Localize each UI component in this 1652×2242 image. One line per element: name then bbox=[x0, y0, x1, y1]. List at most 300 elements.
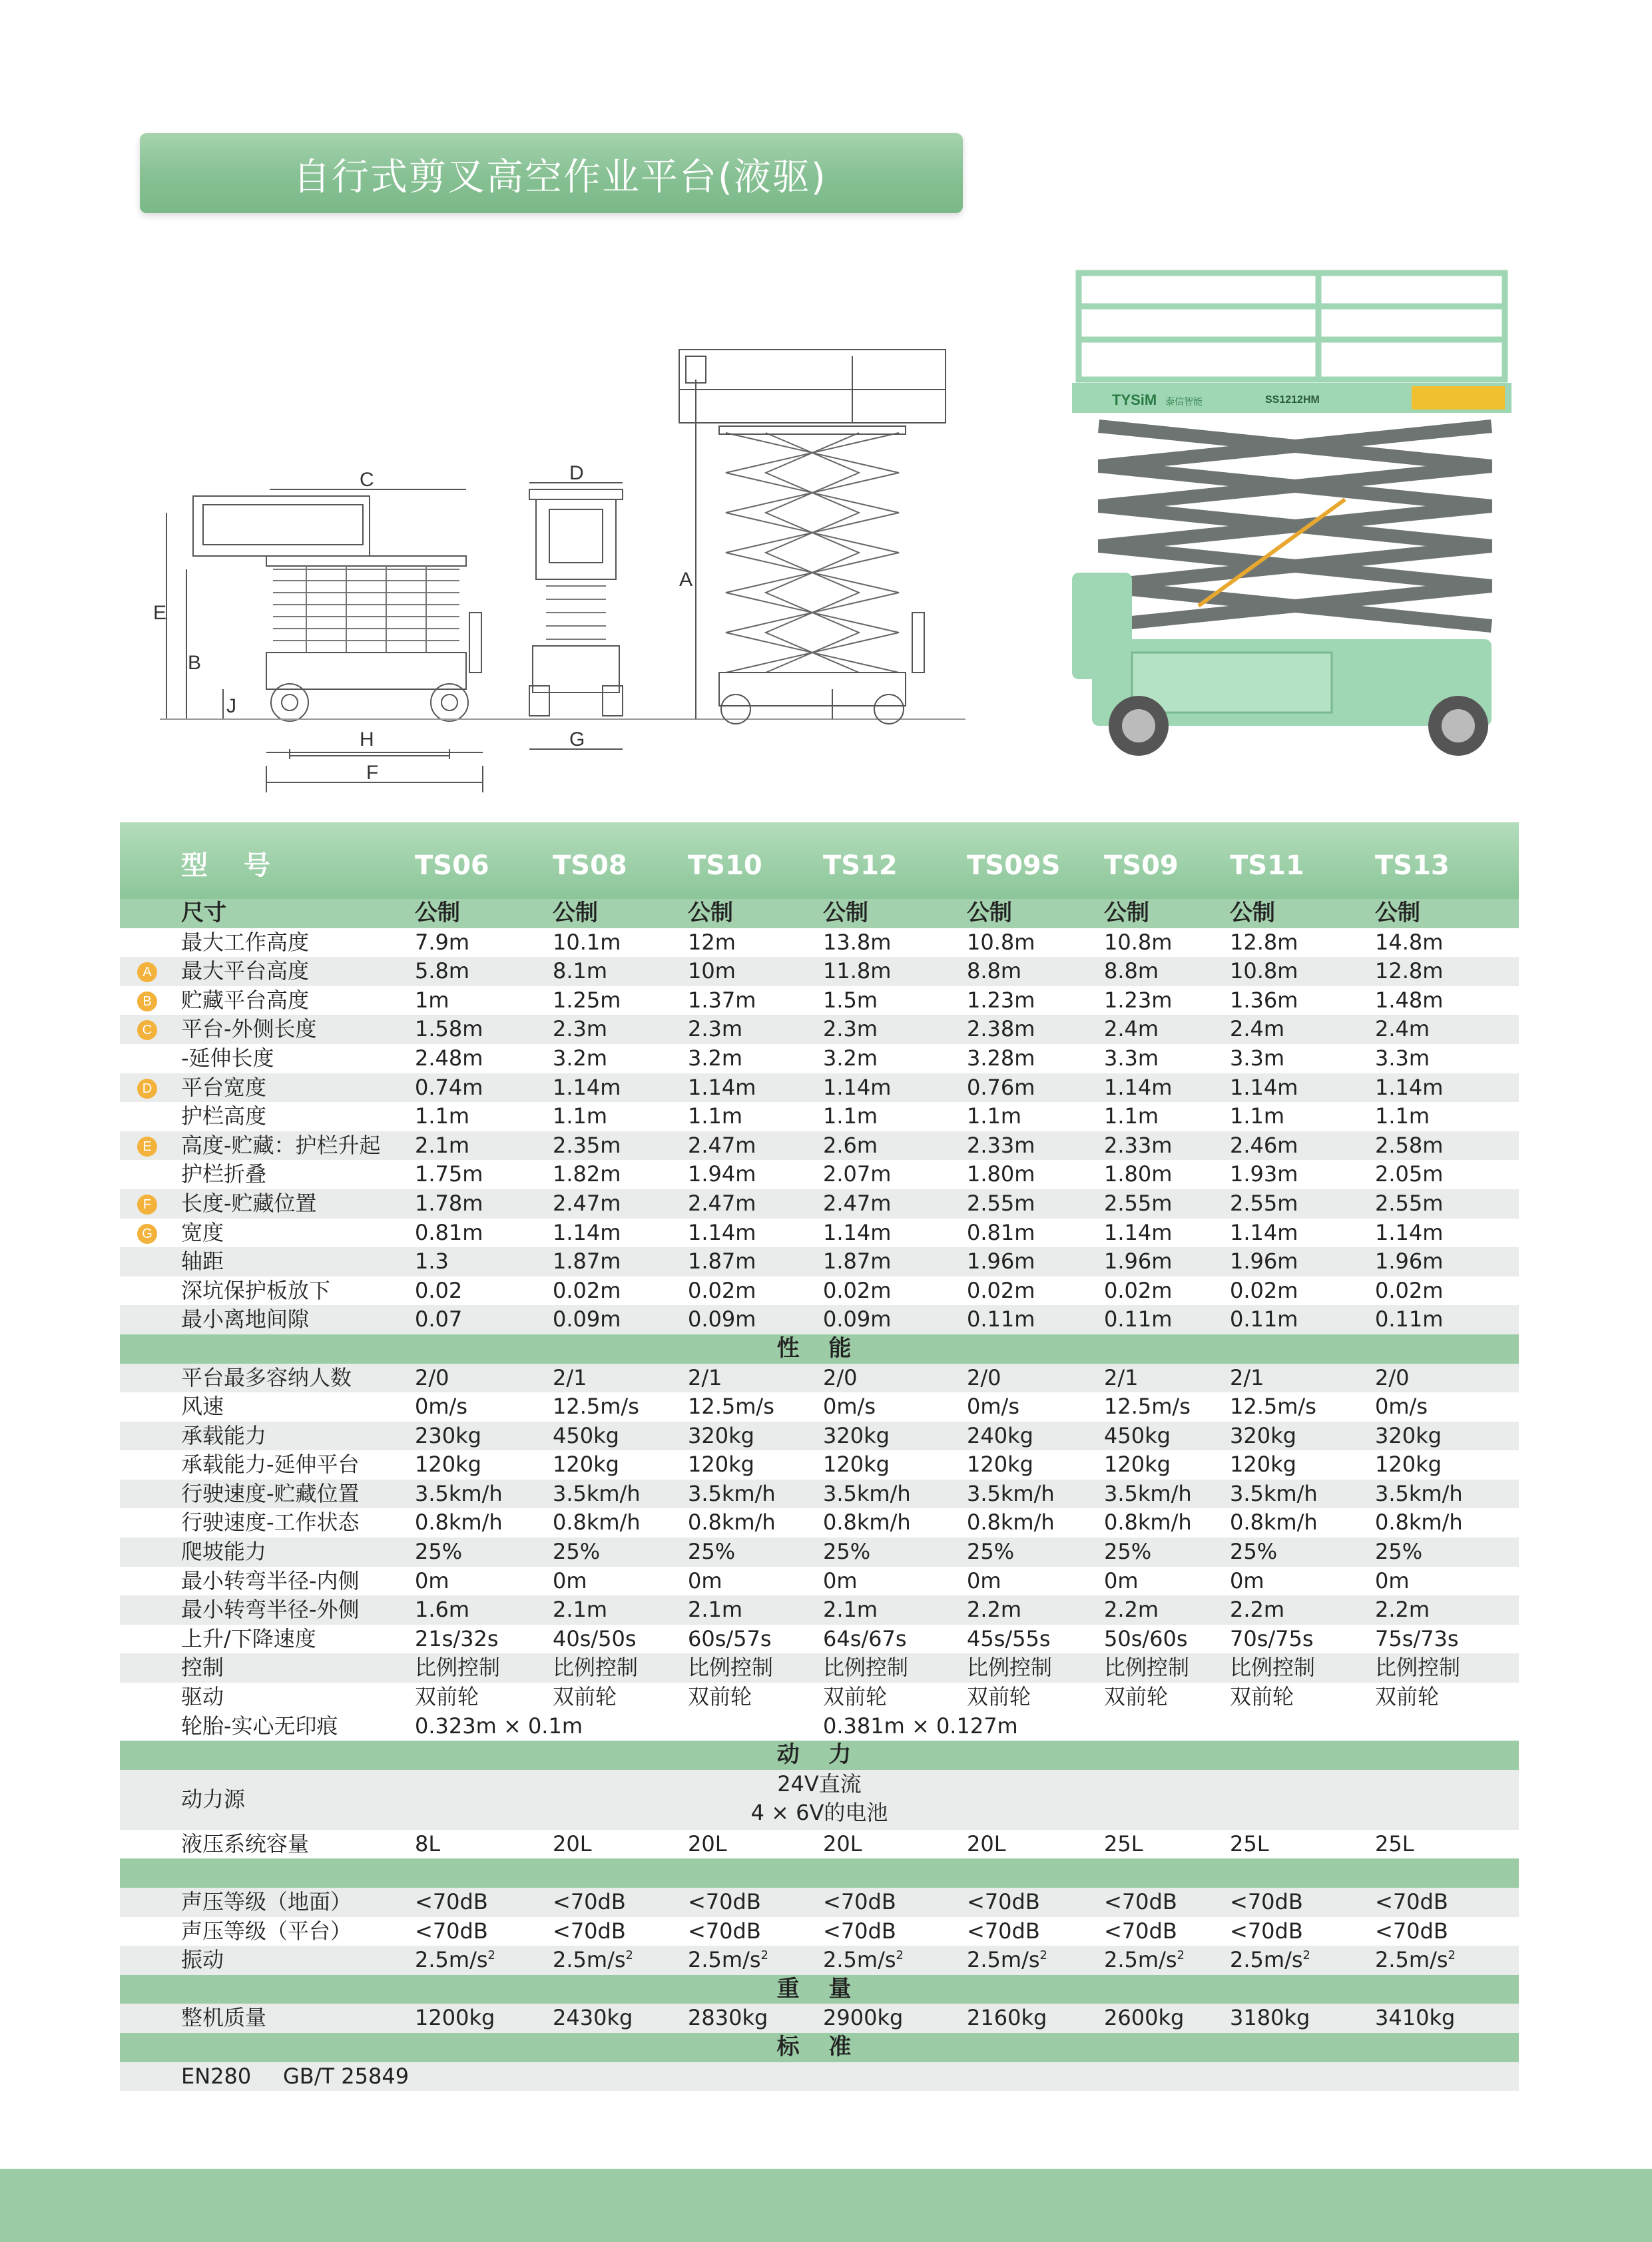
table-header-row bbox=[120, 822, 1519, 899]
table-cell: <70dB bbox=[415, 1918, 488, 1944]
table-cell: 3.5km/h bbox=[1230, 1480, 1318, 1506]
table-cell: 2.1m bbox=[688, 1597, 743, 1623]
table-cell: 1.87m bbox=[823, 1249, 892, 1274]
table-cell: 25% bbox=[415, 1539, 463, 1565]
table-cell: 20L bbox=[823, 1830, 862, 1856]
table-cell: 1.58m bbox=[415, 1016, 483, 1042]
table-row bbox=[120, 1450, 1519, 1480]
row-label: 振动 bbox=[181, 1947, 224, 1973]
table-cell: 1200kg bbox=[415, 2005, 495, 2031]
table-row bbox=[120, 1247, 1519, 1276]
table-cell: 1.25m bbox=[553, 987, 621, 1013]
table-row-power-source bbox=[120, 1770, 1519, 1830]
vibration-exponent: 2 bbox=[760, 1948, 768, 1963]
table-cell: 12.8m bbox=[1230, 929, 1298, 955]
table-cell: 2.47m bbox=[823, 1190, 892, 1216]
vibration-cell bbox=[553, 1946, 633, 1975]
table-cell: 7.9m bbox=[415, 929, 470, 955]
table-cell: 1.1m bbox=[1375, 1103, 1430, 1129]
row-label: 轴距 bbox=[181, 1249, 224, 1274]
vibration-exponent: 2 bbox=[1448, 1948, 1456, 1963]
table-cell: 25L bbox=[1104, 1830, 1143, 1856]
table-cell: 0m bbox=[415, 1567, 449, 1593]
unit-row bbox=[120, 899, 1519, 928]
table-cell: 比例控制 bbox=[967, 1655, 1053, 1681]
table-cell: 20L bbox=[688, 1830, 727, 1856]
table-cell: 1.14m bbox=[1375, 1219, 1444, 1245]
table-cell: 1.1m bbox=[823, 1103, 878, 1129]
table-row-tire bbox=[120, 1712, 1519, 1741]
table-row-vibration bbox=[120, 1946, 1519, 1975]
table-cell: 3.5km/h bbox=[823, 1480, 911, 1506]
vibration-value: 2.5m/s bbox=[415, 1947, 488, 1973]
table-cell: <70dB bbox=[1104, 1889, 1177, 1914]
table-cell: <70dB bbox=[688, 1918, 761, 1944]
table-cell: 2/0 bbox=[1375, 1364, 1410, 1390]
table-row-hydraulic bbox=[120, 1830, 1519, 1859]
table-cell: 0.8km/h bbox=[553, 1510, 641, 1536]
table-cell: 1.94m bbox=[688, 1161, 756, 1187]
vibration-value: 2.5m/s bbox=[1375, 1947, 1448, 1973]
table-cell: 1.14m bbox=[1104, 1074, 1173, 1100]
table-cell: 比例控制 bbox=[688, 1655, 774, 1681]
table-cell: 3.3m bbox=[1104, 1045, 1159, 1071]
table-cell: 20L bbox=[553, 1830, 592, 1856]
tire-value-b: 0.381m × 0.127m bbox=[823, 1713, 1018, 1739]
unit-cell: 公制 bbox=[1104, 900, 1149, 926]
table-cell: 1.80m bbox=[967, 1161, 1035, 1187]
dimension-badge: G bbox=[137, 1224, 157, 1244]
table-cell: 双前轮 bbox=[967, 1684, 1031, 1710]
table-cell: 120kg bbox=[1230, 1452, 1296, 1478]
table-cell: 比例控制 bbox=[1230, 1655, 1316, 1681]
table-cell: 1.1m bbox=[967, 1103, 1022, 1129]
table-cell: 0.02m bbox=[688, 1277, 756, 1303]
table-cell: 2/0 bbox=[967, 1364, 1001, 1390]
unit-cell: 公制 bbox=[1375, 900, 1420, 926]
table-cell: 2600kg bbox=[1104, 2005, 1185, 2031]
table-cell: 3.3m bbox=[1375, 1045, 1430, 1071]
table-cell: 11.8m bbox=[823, 958, 892, 984]
table-cell: 75s/73s bbox=[1375, 1625, 1459, 1651]
table-row bbox=[120, 957, 1519, 986]
table-cell: 2.47m bbox=[688, 1132, 756, 1158]
table-cell: <70dB bbox=[1230, 1918, 1303, 1944]
row-label: 最大平台高度 bbox=[181, 958, 310, 984]
table-cell: <70dB bbox=[967, 1889, 1040, 1914]
table-cell: 2.58m bbox=[1375, 1132, 1444, 1158]
vibration-cell bbox=[1104, 1946, 1185, 1975]
table-cell: 13.8m bbox=[823, 929, 892, 955]
table-cell: 320kg bbox=[688, 1422, 754, 1448]
table-row bbox=[120, 1683, 1519, 1712]
table-cell: 2.33m bbox=[1104, 1132, 1173, 1158]
table-row bbox=[120, 1392, 1519, 1422]
table-cell: 1.75m bbox=[415, 1161, 483, 1187]
table-cell: 0m bbox=[823, 1567, 858, 1593]
table-cell: 3180kg bbox=[1230, 2005, 1310, 2031]
table-cell: 120kg bbox=[415, 1452, 481, 1478]
table-cell: 0.8km/h bbox=[1230, 1510, 1318, 1536]
table-cell: 3.2m bbox=[823, 1045, 878, 1071]
dim-label-c: C bbox=[360, 469, 374, 491]
table-cell: 双前轮 bbox=[688, 1684, 752, 1710]
dim-label-a: A bbox=[679, 569, 693, 591]
dimension-badge: F bbox=[137, 1195, 157, 1215]
dimension-badge: C bbox=[137, 1020, 157, 1040]
section-header-performance: 性 能 bbox=[120, 1334, 1519, 1364]
row-label: 承载能力-延伸平台 bbox=[181, 1452, 360, 1478]
standard-gb: GB/T 25849 bbox=[283, 2063, 410, 2089]
row-label: 平台最多容纳人数 bbox=[181, 1364, 352, 1390]
table-cell: 3.3m bbox=[1230, 1045, 1285, 1071]
table-cell: 1.23m bbox=[1104, 987, 1173, 1013]
row-label: 风速 bbox=[181, 1394, 224, 1420]
vibration-exponent: 2 bbox=[625, 1948, 633, 1963]
table-row-weight bbox=[120, 2004, 1519, 2033]
table-cell: 0.76m bbox=[967, 1074, 1035, 1100]
dimension-diagram bbox=[146, 340, 1012, 806]
table-cell: 230kg bbox=[415, 1422, 481, 1448]
table-cell: 120kg bbox=[823, 1452, 890, 1478]
table-row bbox=[120, 1305, 1519, 1334]
table-cell: 0.81m bbox=[415, 1219, 483, 1245]
table-cell: 1.1m bbox=[1230, 1103, 1285, 1129]
table-cell: 8.1m bbox=[553, 958, 608, 984]
table-cell: 1.1m bbox=[688, 1103, 743, 1129]
table-cell: 2.2m bbox=[1230, 1597, 1285, 1623]
table-cell: 21s/32s bbox=[415, 1625, 499, 1651]
table-row bbox=[120, 1480, 1519, 1509]
table-cell: 0.02m bbox=[823, 1277, 892, 1303]
row-label: 动力源 bbox=[181, 1786, 246, 1812]
table-cell: 8.8m bbox=[967, 958, 1022, 984]
table-cell: 2.1m bbox=[823, 1597, 878, 1623]
vibration-exponent: 2 bbox=[1177, 1948, 1185, 1963]
table-cell: 0m bbox=[1104, 1567, 1139, 1593]
table-cell: 0.02m bbox=[553, 1277, 621, 1303]
table-cell: 0m bbox=[688, 1567, 722, 1593]
model-col-header: TS11 bbox=[1230, 850, 1304, 881]
table-cell: 3.5km/h bbox=[1104, 1480, 1192, 1506]
table-cell: 0.81m bbox=[967, 1219, 1035, 1245]
table-cell: 12.5m/s bbox=[1104, 1394, 1191, 1420]
table-cell: 12.8m bbox=[1375, 958, 1444, 984]
table-cell: 双前轮 bbox=[553, 1684, 617, 1710]
table-cell: 2.4m bbox=[1230, 1016, 1285, 1042]
table-cell: 120kg bbox=[553, 1452, 619, 1478]
table-cell: 1.14m bbox=[1104, 1219, 1173, 1245]
table-row bbox=[120, 1508, 1519, 1538]
table-row bbox=[120, 1888, 1519, 1917]
table-cell: 双前轮 bbox=[415, 1684, 479, 1710]
table-cell: 比例控制 bbox=[1104, 1655, 1190, 1681]
row-label: 宽度 bbox=[181, 1219, 224, 1245]
table-cell: 1.14m bbox=[1230, 1074, 1298, 1100]
row-label: 整机质量 bbox=[181, 2005, 267, 2031]
table-cell: 20L bbox=[967, 1830, 1006, 1856]
model-col-header: TS09 bbox=[1104, 850, 1179, 881]
table-cell: 2.46m bbox=[1230, 1132, 1298, 1158]
table-row bbox=[120, 1567, 1519, 1596]
table-cell: 0.11m bbox=[967, 1306, 1035, 1332]
table-cell: 0.02 bbox=[415, 1277, 463, 1303]
table-cell: 14.8m bbox=[1375, 929, 1444, 955]
table-cell: 2.3m bbox=[823, 1016, 878, 1042]
table-row bbox=[120, 986, 1519, 1015]
table-cell: 2.33m bbox=[967, 1132, 1035, 1158]
table-cell: <70dB bbox=[415, 1889, 488, 1914]
table-cell: <70dB bbox=[1104, 1918, 1177, 1944]
dimension-badge: D bbox=[137, 1079, 157, 1099]
row-label: 液压系统容量 bbox=[181, 1830, 310, 1856]
table-cell: 120kg bbox=[967, 1452, 1033, 1478]
table-cell: 8L bbox=[415, 1830, 441, 1856]
table-cell: 2.55m bbox=[1104, 1190, 1173, 1216]
table-cell: 0.8km/h bbox=[823, 1510, 911, 1536]
table-cell: 1.14m bbox=[553, 1219, 621, 1245]
table-row bbox=[120, 1422, 1519, 1451]
table-row bbox=[120, 1073, 1519, 1103]
dim-label-j: J bbox=[226, 695, 236, 717]
table-cell: 1.14m bbox=[553, 1074, 621, 1100]
row-label: 平台-外侧长度 bbox=[181, 1016, 317, 1042]
vibration-value: 2.5m/s bbox=[1230, 1947, 1303, 1973]
table-cell: 1.87m bbox=[553, 1249, 621, 1274]
vibration-cell bbox=[1375, 1946, 1456, 1975]
table-cell: 3410kg bbox=[1375, 2005, 1456, 2031]
table-cell: 0m bbox=[967, 1567, 1001, 1593]
table-cell: 25% bbox=[823, 1539, 871, 1565]
unit-cell: 公制 bbox=[967, 900, 1012, 926]
row-label: 声压等级（平台） bbox=[181, 1918, 352, 1944]
table-cell: <70dB bbox=[1230, 1889, 1303, 1914]
vibration-value: 2.5m/s bbox=[1104, 1947, 1177, 1973]
table-cell: 3.5km/h bbox=[967, 1480, 1055, 1506]
table-cell: 1.36m bbox=[1230, 987, 1298, 1013]
table-cell: 1m bbox=[415, 987, 449, 1013]
table-cell: <70dB bbox=[1375, 1889, 1448, 1914]
table-cell: 2.1m bbox=[415, 1132, 470, 1158]
tire-value-a: 0.323m × 0.1m bbox=[415, 1713, 583, 1739]
table-cell: <70dB bbox=[553, 1889, 626, 1914]
unit-cell: 公制 bbox=[823, 900, 868, 926]
table-cell: 双前轮 bbox=[1375, 1684, 1440, 1710]
table-cell: 1.5m bbox=[823, 987, 878, 1013]
model-col-header: TS09S bbox=[967, 850, 1061, 881]
table-cell: 2/1 bbox=[1230, 1364, 1264, 1390]
table-cell: <70dB bbox=[967, 1918, 1040, 1944]
table-cell: 1.37m bbox=[688, 987, 756, 1013]
model-col-header: TS08 bbox=[553, 850, 627, 881]
table-cell: <70dB bbox=[553, 1918, 626, 1944]
model-col-header: TS06 bbox=[415, 850, 489, 881]
table-cell: 25L bbox=[1375, 1830, 1414, 1856]
table-cell: 0.74m bbox=[415, 1074, 483, 1100]
table-cell: 2.1m bbox=[553, 1597, 608, 1623]
table-cell: 450kg bbox=[1104, 1422, 1171, 1448]
table-cell: 120kg bbox=[1375, 1452, 1442, 1478]
row-label: 承载能力 bbox=[181, 1422, 267, 1448]
table-cell: 3.28m bbox=[967, 1045, 1035, 1071]
table-cell: 0.09m bbox=[823, 1306, 892, 1332]
section-header-standard: 标 准 bbox=[120, 2033, 1519, 2062]
table-cell: 1.14m bbox=[823, 1219, 892, 1245]
table-cell: 0.11m bbox=[1230, 1306, 1298, 1332]
table-cell: 比例控制 bbox=[553, 1655, 639, 1681]
table-cell: 1.96m bbox=[1230, 1249, 1298, 1274]
table-cell: 1.96m bbox=[1104, 1249, 1173, 1274]
table-cell: 2.38m bbox=[967, 1016, 1035, 1042]
power-source-line1: 24V直流 bbox=[777, 1771, 862, 1797]
table-cell: 比例控制 bbox=[415, 1655, 501, 1681]
unit-cell: 公制 bbox=[1230, 900, 1275, 926]
table-row bbox=[120, 928, 1519, 958]
table-cell: 0m/s bbox=[967, 1394, 1019, 1420]
section-header-noise bbox=[120, 1858, 1519, 1888]
row-label: 轮胎-实心无印痕 bbox=[181, 1713, 338, 1739]
table-cell: 1.82m bbox=[553, 1161, 621, 1187]
table-row-standards bbox=[120, 2062, 1519, 2092]
table-cell: 120kg bbox=[1104, 1452, 1171, 1478]
vibration-exponent: 2 bbox=[487, 1948, 495, 1963]
vibration-cell bbox=[415, 1946, 495, 1975]
table-cell: 0.02m bbox=[1375, 1277, 1444, 1303]
table-cell: 2.47m bbox=[553, 1190, 621, 1216]
table-cell: 2.4m bbox=[1375, 1016, 1430, 1042]
table-cell: 0.02m bbox=[1104, 1277, 1173, 1303]
table-cell: 0m/s bbox=[823, 1394, 876, 1420]
table-cell: 1.14m bbox=[1230, 1219, 1298, 1245]
table-cell: 1.3 bbox=[415, 1249, 449, 1274]
table-cell: 2.2m bbox=[967, 1597, 1022, 1623]
table-cell: 60s/57s bbox=[688, 1625, 772, 1651]
dim-label-g: G bbox=[569, 728, 585, 750]
table-cell: 2.47m bbox=[688, 1190, 756, 1216]
table-cell: 2.55m bbox=[1230, 1190, 1298, 1216]
row-label: 控制 bbox=[181, 1655, 224, 1681]
row-label: 最小转弯半径-外侧 bbox=[181, 1597, 360, 1623]
dim-label-b: B bbox=[188, 652, 202, 674]
table-cell: 5.8m bbox=[415, 958, 470, 984]
table-cell: 0m/s bbox=[1375, 1394, 1428, 1420]
table-cell: 1.14m bbox=[823, 1074, 892, 1100]
table-cell: <70dB bbox=[823, 1918, 896, 1944]
table-cell: 2160kg bbox=[967, 2005, 1047, 2031]
row-label: 最小离地间隙 bbox=[181, 1306, 310, 1332]
table-cell: 320kg bbox=[1230, 1422, 1296, 1448]
vibration-exponent: 2 bbox=[1302, 1948, 1310, 1963]
footer-band bbox=[0, 2169, 1652, 2242]
row-label: 上升/下降速度 bbox=[181, 1625, 316, 1651]
table-row bbox=[120, 1653, 1519, 1683]
table-cell: 0.8km/h bbox=[1104, 1510, 1192, 1536]
spec-table bbox=[120, 822, 1519, 2091]
table-cell: 2.55m bbox=[1375, 1190, 1444, 1216]
page-title: 自行式剪叉高空作业平台(液驱) bbox=[293, 156, 827, 199]
table-cell: 25% bbox=[1375, 1539, 1423, 1565]
table-cell: <70dB bbox=[688, 1889, 761, 1914]
section-header-weight: 重 量 bbox=[120, 1975, 1519, 2004]
table-cell: 0.11m bbox=[1375, 1306, 1444, 1332]
table-cell: 1.1m bbox=[1104, 1103, 1159, 1129]
table-cell: 240kg bbox=[967, 1422, 1033, 1448]
table-cell: 8.8m bbox=[1104, 958, 1159, 984]
table-cell: 25% bbox=[1230, 1539, 1278, 1565]
table-cell: 2.4m bbox=[1104, 1016, 1159, 1042]
row-label: 爬坡能力 bbox=[181, 1539, 267, 1565]
table-cell: 2.2m bbox=[1104, 1597, 1159, 1623]
unit-cell: 公制 bbox=[415, 900, 460, 926]
table-cell: 320kg bbox=[1375, 1422, 1442, 1448]
table-row bbox=[120, 1538, 1519, 1567]
dim-label-f: F bbox=[366, 762, 379, 784]
table-cell: 3.5km/h bbox=[415, 1480, 503, 1506]
table-cell: 45s/55s bbox=[967, 1625, 1051, 1651]
table-cell: 25% bbox=[688, 1539, 736, 1565]
table-cell: 2.07m bbox=[823, 1161, 892, 1187]
table-row bbox=[120, 1595, 1519, 1625]
table-cell: 320kg bbox=[823, 1422, 890, 1448]
vibration-cell bbox=[688, 1946, 768, 1975]
vibration-value: 2.5m/s bbox=[823, 1947, 896, 1973]
table-row bbox=[120, 1219, 1519, 1248]
header-label: 型 号 bbox=[181, 850, 284, 881]
row-label: 长度-贮藏位置 bbox=[181, 1190, 317, 1216]
dim-label-d: D bbox=[569, 462, 584, 484]
table-cell: 10.8m bbox=[967, 929, 1035, 955]
unit-cell: 公制 bbox=[688, 900, 733, 926]
vibration-cell bbox=[1230, 1946, 1310, 1975]
table-cell: 0m bbox=[1375, 1567, 1410, 1593]
dim-label-e: E bbox=[153, 602, 167, 624]
table-cell: <70dB bbox=[823, 1889, 896, 1914]
row-label: 声压等级（地面） bbox=[181, 1889, 352, 1914]
table-cell: 0.02m bbox=[1230, 1277, 1298, 1303]
table-cell: 10m bbox=[688, 958, 736, 984]
row-label: 行驶速度-贮藏位置 bbox=[181, 1480, 360, 1506]
table-cell: 3.2m bbox=[688, 1045, 743, 1071]
product-photo bbox=[1065, 260, 1531, 779]
table-cell: 0.09m bbox=[688, 1306, 756, 1332]
table-cell: 2/0 bbox=[823, 1364, 858, 1390]
row-label: 护栏折叠 bbox=[181, 1161, 267, 1187]
model-col-header: TS13 bbox=[1375, 850, 1450, 881]
dimension-badge: B bbox=[137, 991, 157, 1011]
table-cell: 2.2m bbox=[1375, 1597, 1430, 1623]
table-cell: 0.09m bbox=[553, 1306, 621, 1332]
table-cell: 0.02m bbox=[967, 1277, 1035, 1303]
brand-logo: TYSiM bbox=[1112, 392, 1157, 408]
table-cell: 0.8km/h bbox=[415, 1510, 503, 1536]
table-cell: 0.8km/h bbox=[967, 1510, 1055, 1536]
row-label: 最大工作高度 bbox=[181, 929, 310, 955]
table-cell: 2.55m bbox=[967, 1190, 1035, 1216]
table-row bbox=[120, 1102, 1519, 1131]
table-cell: 1.93m bbox=[1230, 1161, 1298, 1187]
table-cell: 3.5km/h bbox=[553, 1480, 641, 1506]
table-cell: 0m bbox=[553, 1567, 587, 1593]
table-cell: 12.5m/s bbox=[688, 1394, 774, 1420]
table-cell: 双前轮 bbox=[1230, 1684, 1294, 1710]
table-cell: 1.14m bbox=[688, 1219, 756, 1245]
table-row bbox=[120, 1044, 1519, 1073]
table-cell: 1.48m bbox=[1375, 987, 1444, 1013]
table-cell: 1.80m bbox=[1104, 1161, 1173, 1187]
table-cell: 1.23m bbox=[967, 987, 1035, 1013]
table-cell: 1.14m bbox=[688, 1074, 756, 1100]
table-cell: 450kg bbox=[553, 1422, 619, 1448]
